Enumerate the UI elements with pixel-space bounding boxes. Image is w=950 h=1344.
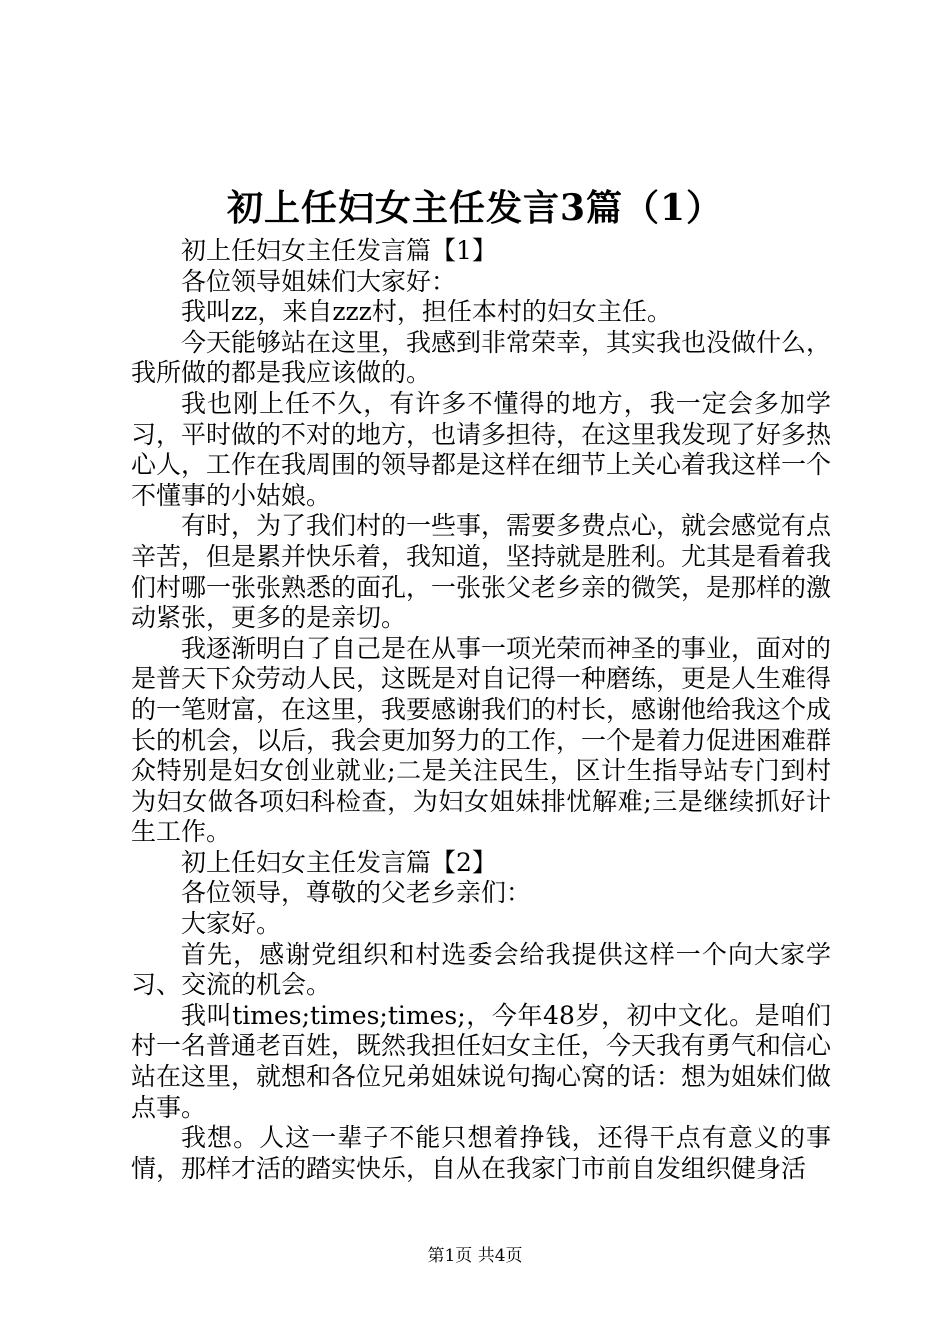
- paragraph: 我叫times;times;times;，今年48岁，初中文化。是咱们村一名普通老百姓，既然我担任妇女主任，今天我有勇气和信心站在这里，就想和各位兄弟姐妹说句掏心窝的话：想为姐妹们做点事。: [131, 1000, 832, 1122]
- paragraph: 各位领导，尊敬的父老乡亲们：: [181, 878, 532, 908]
- paragraph: 我也刚上任不久，有许多不懂得的地方，我一定会多加学习，平时做的不对的地方，也请多担待，在这里我发现了好多热心人，工作在我周围的领导都是这样在细节上关心着我这样一个不懂事的小姑娘。: [131, 388, 832, 510]
- section-heading: 初上任妇女主任发言篇【1】: [181, 236, 497, 265]
- page-number-footer: 第1页 共4页: [427, 1246, 523, 1266]
- paragraph: 我想。人这一辈子不能只想着挣钱，还得干点有意义的事情，那样才活的踏实快乐，自从在我家门市前自发组织健身活: [131, 1123, 831, 1183]
- paragraph: 首先，感谢党组织和村选委会给我提供这样一个向大家学习、交流的机会。: [131, 939, 831, 1000]
- paragraph: 我逐渐明白了自己是在从事一项光荣而神圣的事业，面对的是普天下众劳动人民，这既是对自记得一种磨练，更是人生难得的一笔财富，在这里，我要感谢我们的村长，感谢他给我这个成长的机会，以后，我会更加努力的工作，一个是着力促进困难群众特别是妇女创业就业;二是关注民生，区计生指导站专门到村为妇女做各项妇科检查，为妇女姐妹排忧解难;三是继续抓好计生工作。: [131, 633, 832, 847]
- paragraph: 各位领导姐妹们大家好：: [181, 266, 457, 296]
- paragraph: 大家好。: [181, 909, 282, 939]
- paragraph: 有时，为了我们村的一些事，需要多费点心，就会感觉有点辛苦，但是累并快乐着，我知道，坚持就是胜利。尤其是看着我们村哪一张张熟悉的面孔，一张张父老乡亲的微笑，是那样的激动紧张，更多的是亲切。: [131, 511, 832, 633]
- document-title: 初上任妇女主任发言3篇（1）: [226, 187, 724, 229]
- paragraph: 我叫zz，来自zzz村，担任本村的妇女主任。: [181, 297, 672, 327]
- document-body: [131, 236, 831, 1184]
- paragraph: 今天能够站在这里，我感到非常荣幸，其实我也没做什么，我所做的都是我应该做的。: [131, 327, 832, 388]
- section-heading: 初上任妇女主任发言篇【2】: [181, 847, 497, 877]
